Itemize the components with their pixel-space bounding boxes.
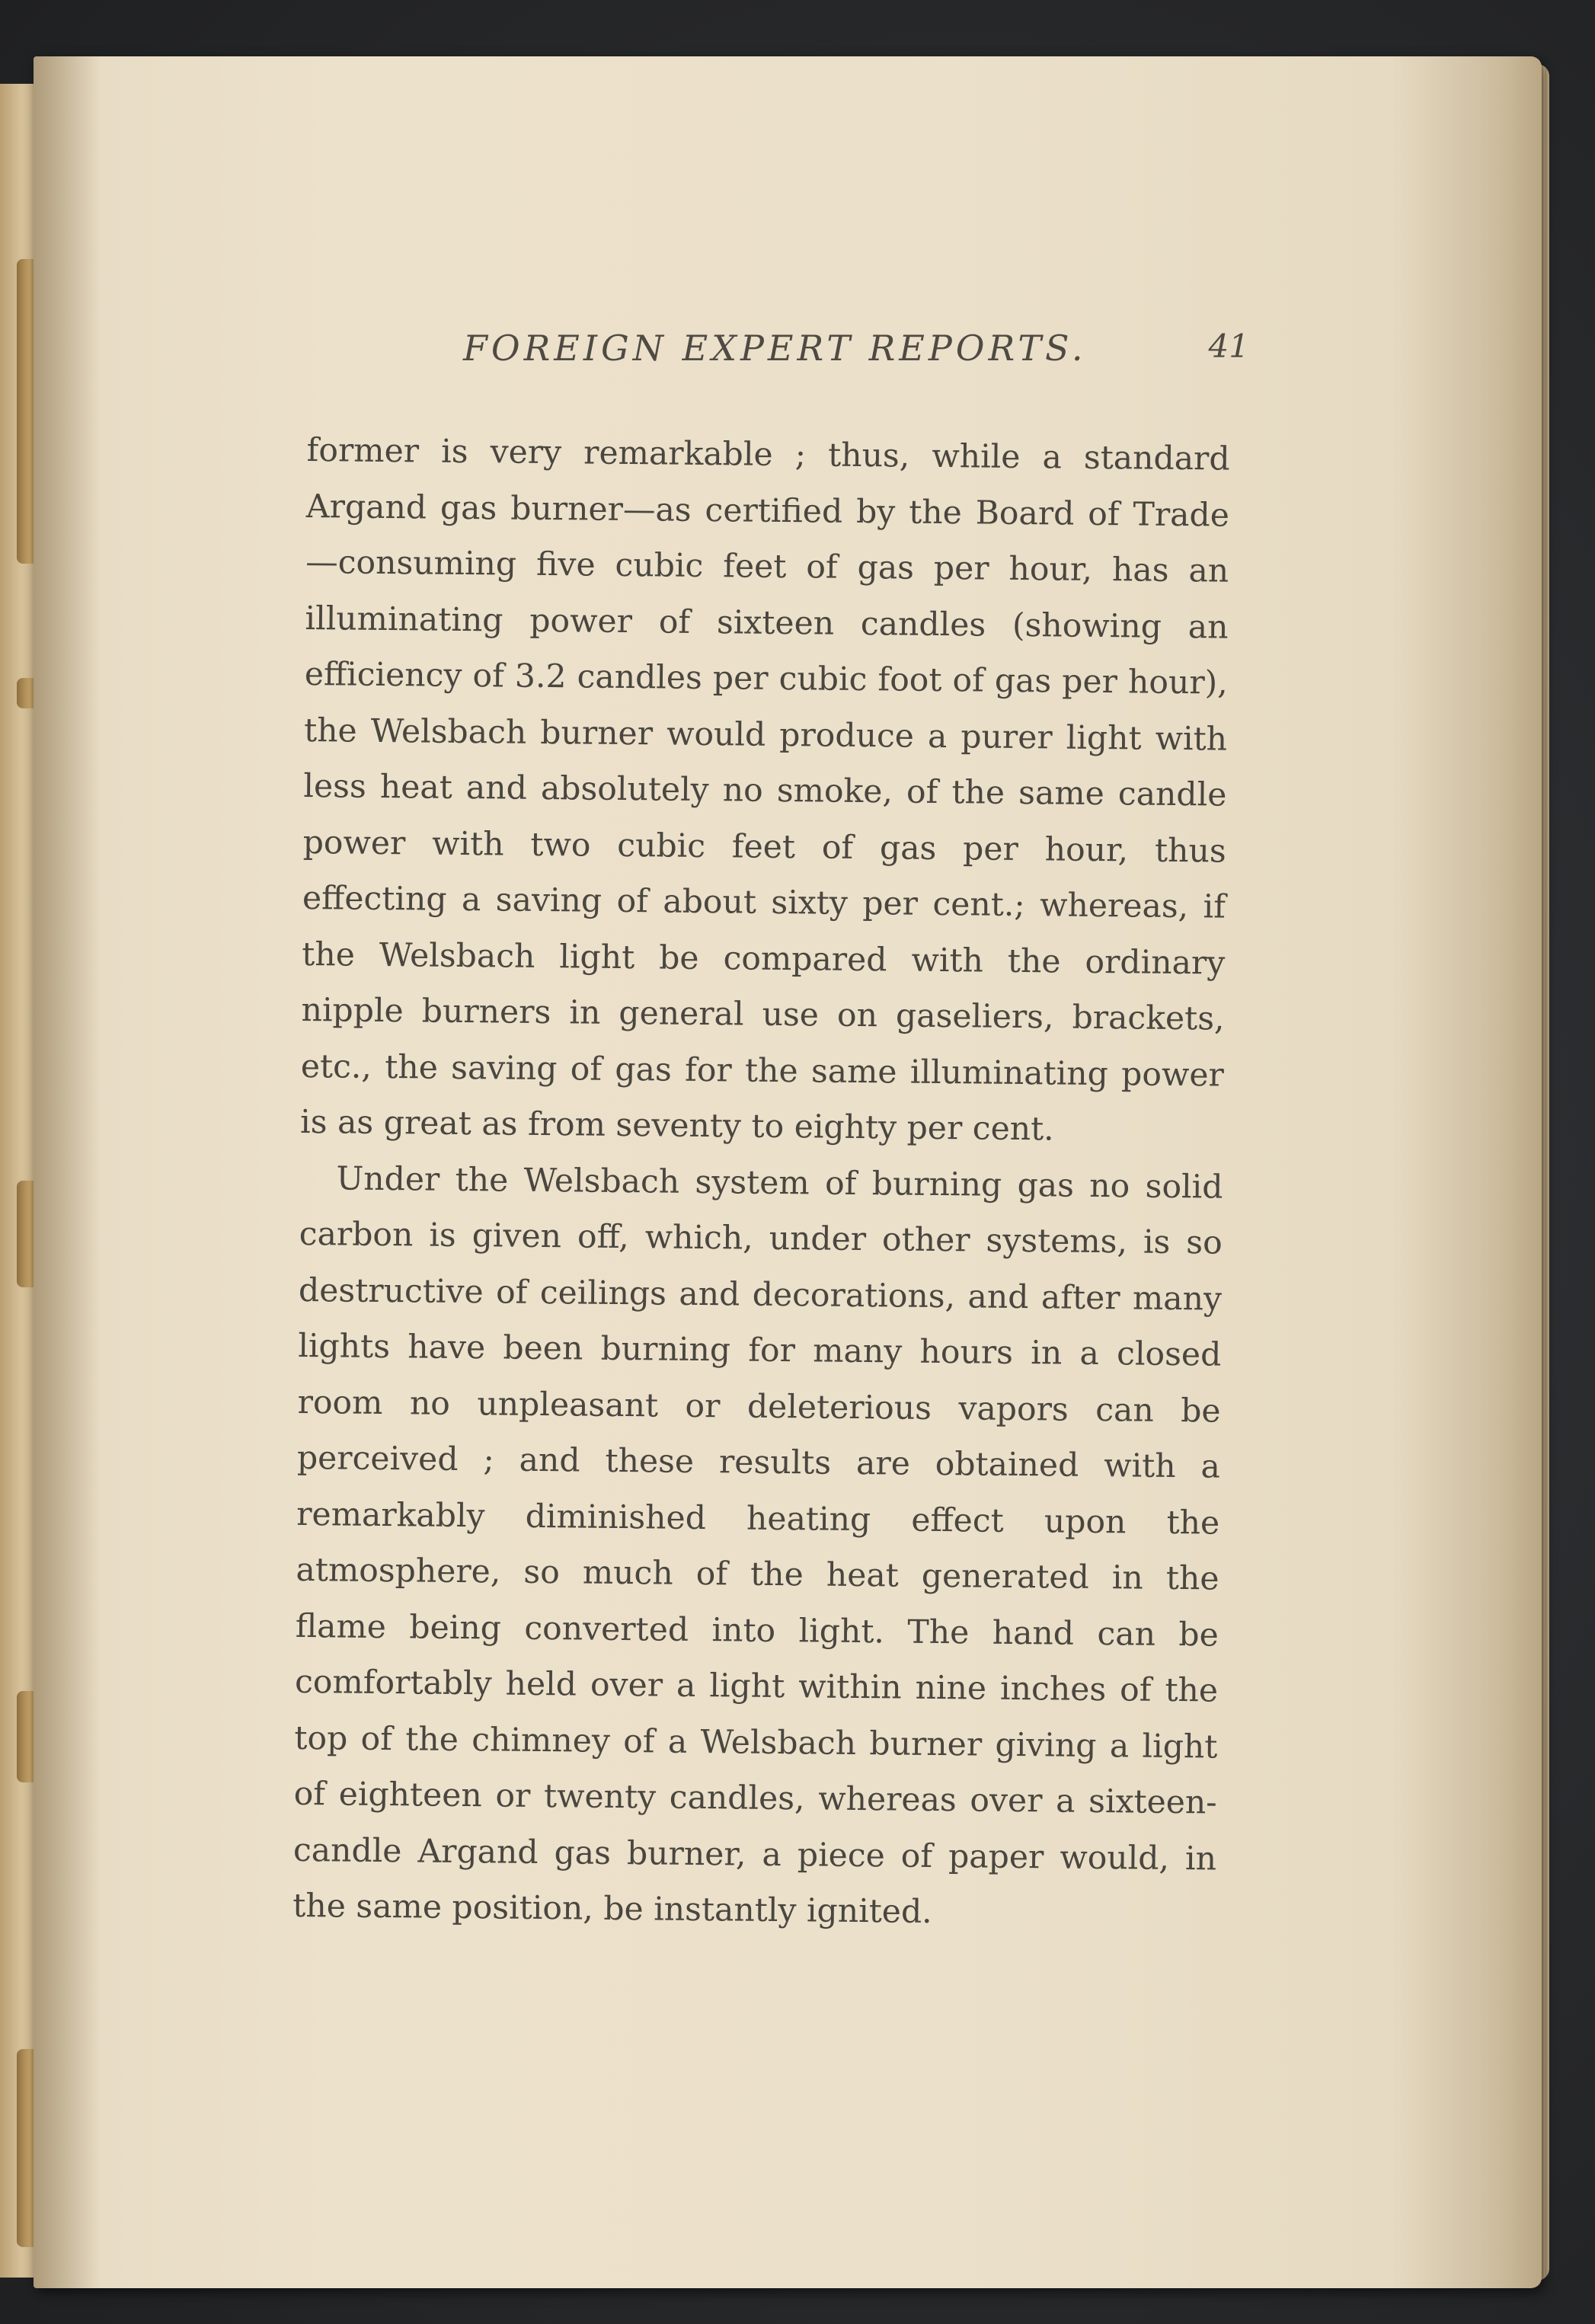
page-number: 41 bbox=[1208, 328, 1249, 365]
page-header bbox=[305, 328, 1249, 411]
paragraph-1: former is very remarkable ; thus, while a standard Argand gas burner—as certified by the Board of Trade—consuming five cubic feet of gas per hour, has an illuminating power of sixteen candles (showing an efficiency of 3.2 candles per cubic foot of gas per hour), the Welsbach burner would produce a purer light with less heat and absolutely no smoke, of the same candle power with two cubic feet of gas per hour, thus effecting a saving of about sixty per cent.; whereas, if the Welsbach light be compared with the ordinary nipple burners in general use on gaseliers, brackets, etc., the saving of gas for the same illuminating power is as great as from seventy to eighty per cent. bbox=[299, 431, 1230, 1149]
gutter-shadow bbox=[34, 56, 102, 2288]
running-head: FOREIGN EXPERT REPORTS. bbox=[463, 328, 1087, 369]
paragraph-2: Under the Welsbach system of burning gas no solid carbon is given off, which, under other systems, is so destructive of ceilings and decorations, and after many lights have been burning for many hours in a closed room no unpleasant or deleterious vapors can be perceived ; and these results are obtained with a remarkably diminished heating effect upon the atmosphere, so much of the heat generated in the flame being converted into light. The hand can be comfortably held over a light within nine inches of the top of the chimney of a Welsbach burner giving a light of eighteen or twenty candles, whereas over a sixteen-candle Argand gas burner, a piece of paper would, in the same position, be instantly ignited. bbox=[292, 1159, 1223, 1931]
body-text bbox=[292, 423, 1230, 1943]
